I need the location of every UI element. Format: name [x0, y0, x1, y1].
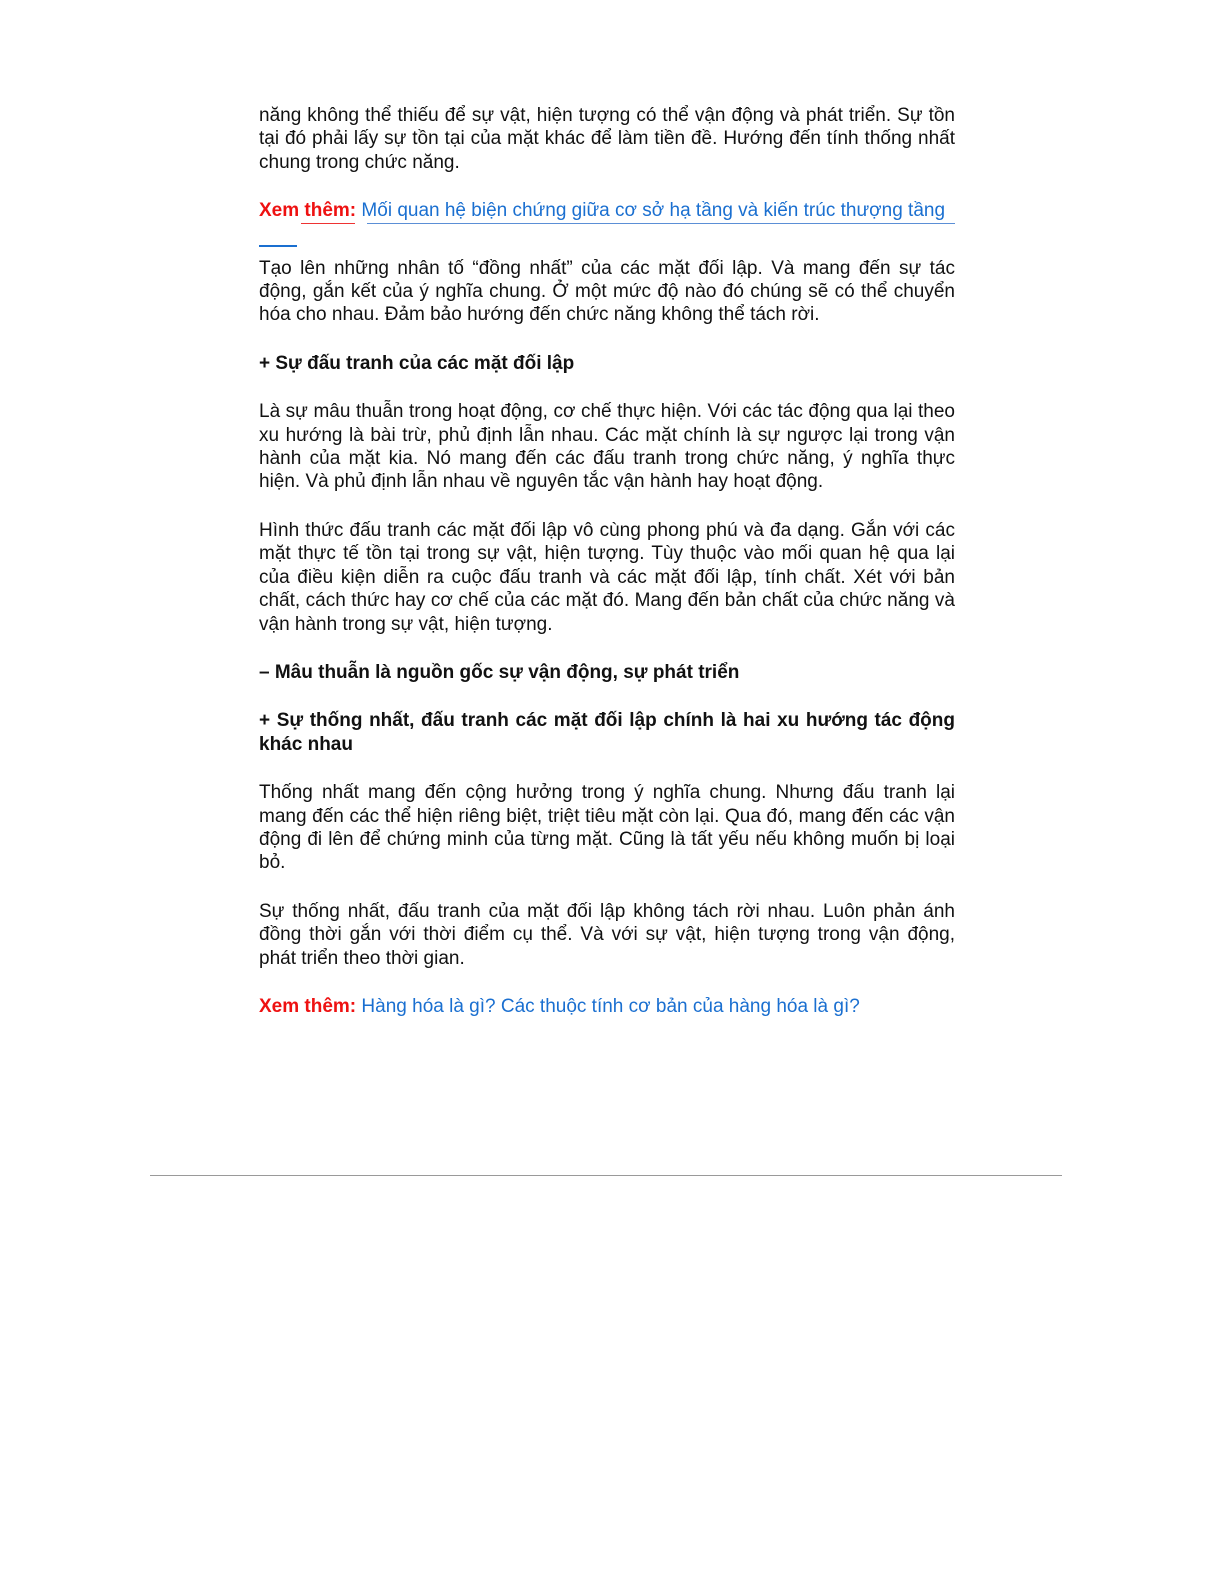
- underline-red: [301, 223, 355, 224]
- see-more-link[interactable]: Mối quan hệ biện chứng giữa cơ sở hạ tầng và kiến trúc thượng tầng: [361, 200, 946, 222]
- link-underlines: [259, 223, 955, 251]
- section-heading: + Sự thống nhất, đấu tranh các mặt đối lập chính là hai xu hướng tác động khác nhau: [259, 710, 955, 755]
- paragraph: Hình thức đấu tranh các mặt đối lập vô cùng phong phú và đa dạng. Gắn với các mặt thực tế tồn tại trong sự vật, hiện tượng. Tùy thuộc vào mối quan hệ qua lại của điều kiện diễn ra cuộc đấu tranh và các mặt đối lập, tính chất. Xét với bản chất, cách thức hay cơ chế của các mặt đó. Mang đến bản chất của chức năng và vận hành trong sự vật, hiện tượng.: [259, 519, 955, 635]
- section-heading: – Mâu thuẫn là nguồn gốc sự vận động, sự phát triển: [259, 661, 740, 683]
- underline-blue: [367, 223, 955, 224]
- paragraph: Tạo lên những nhân tố “đồng nhất” của các mặt đối lập. Và mang đến sự tác động, gắn kết của ý nghĩa chung. Ở một mức độ nào đó chúng sẽ có thể chuyển hóa cho nhau. Đảm bảo hướng đến chức năng không thể tách rời.: [259, 257, 955, 326]
- page-divider: [150, 1175, 1062, 1176]
- paragraph: năng không thể thiếu để sự vật, hiện tượng có thể vận động và phát triển. Sự tồn tại đó phải lấy sự tồn tại của mặt khác để làm tiền đề. Hướng đến tính thống nhất chung trong chức năng.: [259, 105, 955, 173]
- see-more-label: Xem thêm:: [259, 200, 357, 222]
- see-more-label: Xem thêm:: [259, 995, 357, 1017]
- paragraph: Là sự mâu thuẫn trong hoạt động, cơ chế thực hiện. Với các tác động qua lại theo xu hướng là bài trừ, phủ định lẫn nhau. Các mặt chính là sự ngược lại trong vận hành của mặt kia. Nó mang đến các đấu tranh trong chức năng, ý nghĩa thực hiện. Và phủ định lẫn nhau về nguyên tắc vận hành hay hoạt động.: [259, 401, 955, 493]
- see-more-line: [259, 995, 955, 1018]
- paragraph: Sự thống nhất, đấu tranh của mặt đối lập không tách rời nhau. Luôn phản ánh đồng thời gắn với thời điểm cụ thể. Và với sự vật, hiện tượng trong vận động, phát triển theo thời gian.: [259, 900, 955, 969]
- see-more-line: [259, 199, 955, 222]
- underline-blue-short: [259, 245, 297, 247]
- see-more-link[interactable]: Hàng hóa là gì? Các thuộc tính cơ bản của hàng hóa là gì?: [361, 995, 860, 1017]
- section-heading: + Sự đấu tranh của các mặt đối lập: [259, 352, 575, 374]
- paragraph: Thống nhất mang đến cộng hưởng trong ý nghĩa chung. Nhưng đấu tranh lại mang đến các thể hiện riêng biệt, triệt tiêu mặt còn lại. Qua đó, mang đến các vận động đi lên để chứng minh của từng mặt. Cũng là tất yếu nếu không muốn bị loại bỏ.: [259, 782, 955, 874]
- document-body: [259, 104, 955, 1018]
